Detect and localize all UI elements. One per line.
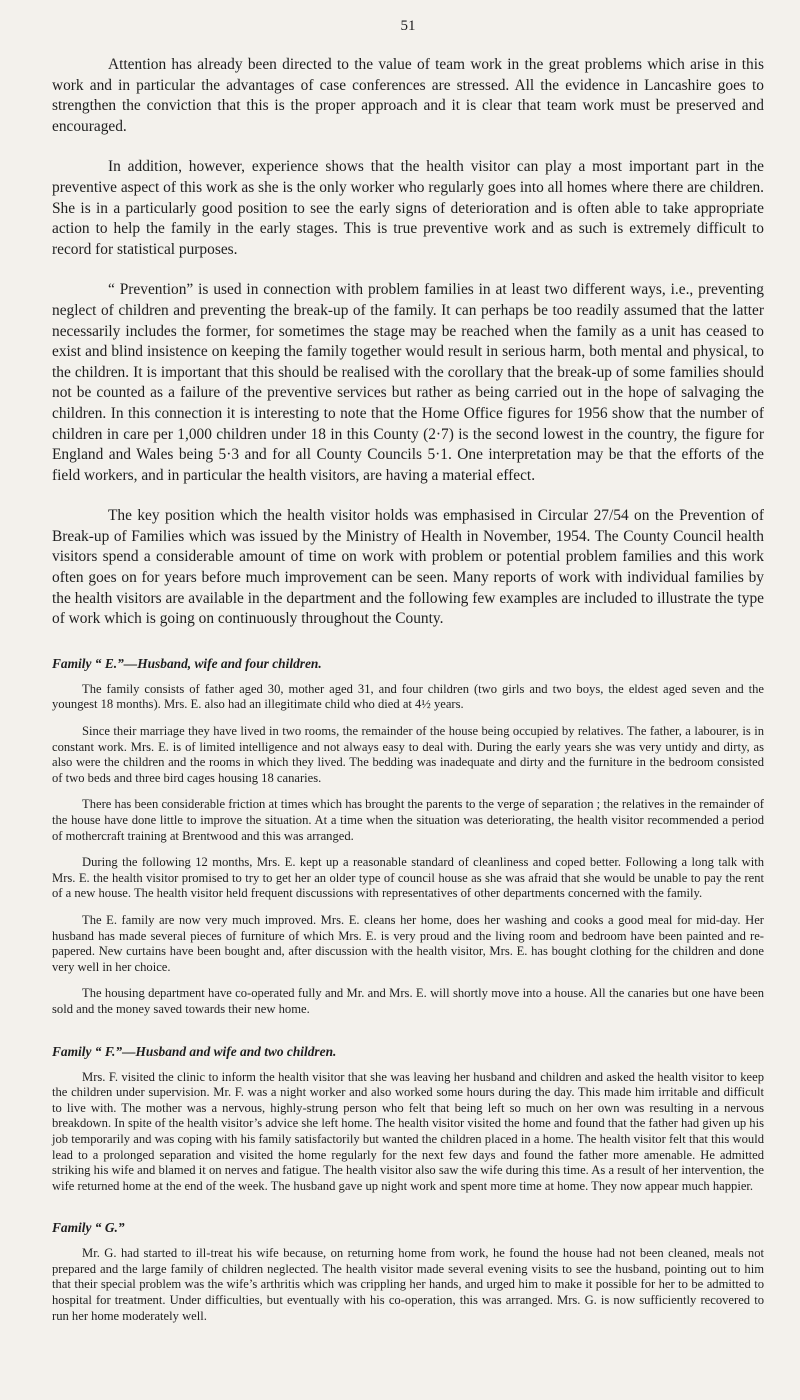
case-paragraph: The family consists of father aged 30, mother aged 31, and four children (two girls and two boys, the eldest aged seven and the youngest 18 months). Mrs. E. also had an illegitimate child who died at 4½ years.	[52, 681, 764, 712]
page-number: 51	[400, 18, 416, 34]
intro-paragraph-1: Attention has already been directed to the value of team work in the great problems which arise in this work and in particular the advantages of case conferences are stressed. All the evidence in Lancashire goes to strengthen the conviction that this is the proper approach and it is clear that team work must be preserved and encouraged.	[52, 56, 764, 135]
case-heading	[52, 1044, 764, 1060]
case-heading-description: —Husband, wife and four children.	[123, 655, 322, 671]
case-paragraph: During the following 12 months, Mrs. E. kept up a reasonable standard of cleanliness and coped better. Following a long talk with Mrs. E. the health visitor promised to try to get her an older type of council house as she was afraid that she would be unable to pay the rent of a new house. The health visitor held frequent discussions with representatives of other departments concerned with the family.	[52, 855, 764, 901]
intro-paragraph-3: “ Prevention” is used in connection with problem families in at least two different ways, i.e., preventing neglect of children and preventing the break-up of the family. It can perhaps be too readily assumed that the latter necessarily includes the former, for sometimes the stage may be reached when the family as a unit has ceased to exist and blind insistence on keeping the family together would result in serious harm, both mental and physical, to the children. It is important that this should be realised with the corollary that the break-up of some families should not be counted as a failure of the preventive services but rather as being carried out in the hope of salvaging the children. In this connection it is interesting to note that the Home Office figures for 1956 show that the number of children in care per 1,000 children under 18 in this County (2·7) is the second lowest in the country, the figure for England and Wales being 5·3 and for all County Councils 5·1. One interpretation may be that the efforts of the field workers, and in particular the health visitors, are having a material effect.	[52, 281, 764, 484]
case-heading	[52, 656, 764, 672]
case-heading-family: Family “ G.”	[52, 1220, 125, 1236]
intro-paragraph-2: In addition, however, experience shows that the health visitor can play a most important part in the preventive aspect of this work as she is the only worker who regularly goes into all homes where there are children. She is in a particularly good position to see the early signs of deterioration and is often able to take appropriate action to help the family in the early stages. This is true preventive work and as such is extremely difficult to record for statistical purposes.	[52, 158, 764, 258]
case-heading-family: Family “ E.”	[52, 655, 124, 671]
case-paragraph: Mr. G. had started to ill-treat his wife because, on returning home from work, he found the house had not been cleaned, meals not prepared and the large family of children neglected. The health visitor made several evening visits to see the husband, pointing out to him that their special problem was the wife’s arthritis which was crippling her hands, and urged him to make it possible for her to be admitted to hospital for treatment. Under difficulties, but eventually with his co-operation, this was arranged. Mrs. G. is now sufficiently recovered to run her home moderately well.	[52, 1246, 764, 1323]
case-heading	[52, 1220, 764, 1236]
case-paragraph: Since their marriage they have lived in two rooms, the remainder of the house being occupied by relatives. The father, a labourer, is in constant work. Mrs. E. is of limited intelligence and not always easy to deal with. During the early years she was very untidy and dirty, as also were the children and the rooms in which they lived. The bedding was inadequate and dirty and the furniture in the bedroom consisted of two beds and three bird cages housing 18 canaries.	[52, 724, 764, 785]
case-paragraph: The E. family are now very much improved. Mrs. E. cleans her home, does her washing and cooks a good meal for mid-day. Her husband has made several pieces of furniture of which Mrs. E. is very proud and the living room and bedroom have been painted and re-papered. New curtains have been bought and, after discussion with the health visitor, Mrs. E. has bought clothing for the children and done very well in her choice.	[52, 912, 764, 974]
case-paragraph: Mrs. F. visited the clinic to inform the health visitor that she was leaving her husband and children and asked the health visitor to keep the children under supervision. Mr. F. was a night worker and also worked some hours during the day. This made him irritable and difficult to live with. The mother was a nervous, highly-strung person who felt that being left so much on her own was resulting in a nervous breakdown. In spite of the health visitor’s advice she left home. The health visitor visited the home and found that the father had given up his job temporarily and was coping with his family satisfactorily but wanted the children placed in a home. The health visitor felt that this would lead to a prolonged separation and visited the home regularly for the next few days and found the father more amenable. He admitted striking his wife and blamed it on nerves and fatigue. The health visitor also saw the wife during this time. As a result of her intervention, the wife returned home at the end of the week. The husband gave up night work and spent more time at home. They now appear much happier.	[52, 1069, 764, 1193]
document-page	[52, 18, 764, 1335]
case-paragraph: There has been considerable friction at times which has brought the parents to the verge of separation ; the relatives in the remainder of the house have done little to improve the situation. At a time when the situation was deteriorating, the health visitor recommended a period of mothercraft training at Brentwood and this was arranged.	[52, 797, 764, 843]
case-family-f	[52, 1044, 764, 1195]
intro-paragraph-4: The key position which the health visitor holds was emphasised in Circular 27/54 on the Prevention of Break-up of Families which was issued by the Ministry of Health in November, 1954. The County Council health visitors spend a considerable amount of time on work with problem or potential problem families and this work often goes on for years before much improvement can be seen. Many reports of work with individual families by the health visitors are available in the department and the following few examples are included to illustrate the type of work which is going on continuously throughout the County.	[52, 507, 764, 628]
case-heading-description: —Husband and wife and two children.	[122, 1043, 337, 1059]
case-paragraph: The housing department have co-operated fully and Mr. and Mrs. E. will shortly move into a house. All the canaries but one have been sold and the money saved towards their new home.	[52, 986, 764, 1016]
case-family-e	[52, 656, 764, 1018]
intro-section	[52, 55, 764, 630]
case-heading-family: Family “ F.”	[52, 1043, 123, 1059]
case-family-g	[52, 1220, 764, 1324]
